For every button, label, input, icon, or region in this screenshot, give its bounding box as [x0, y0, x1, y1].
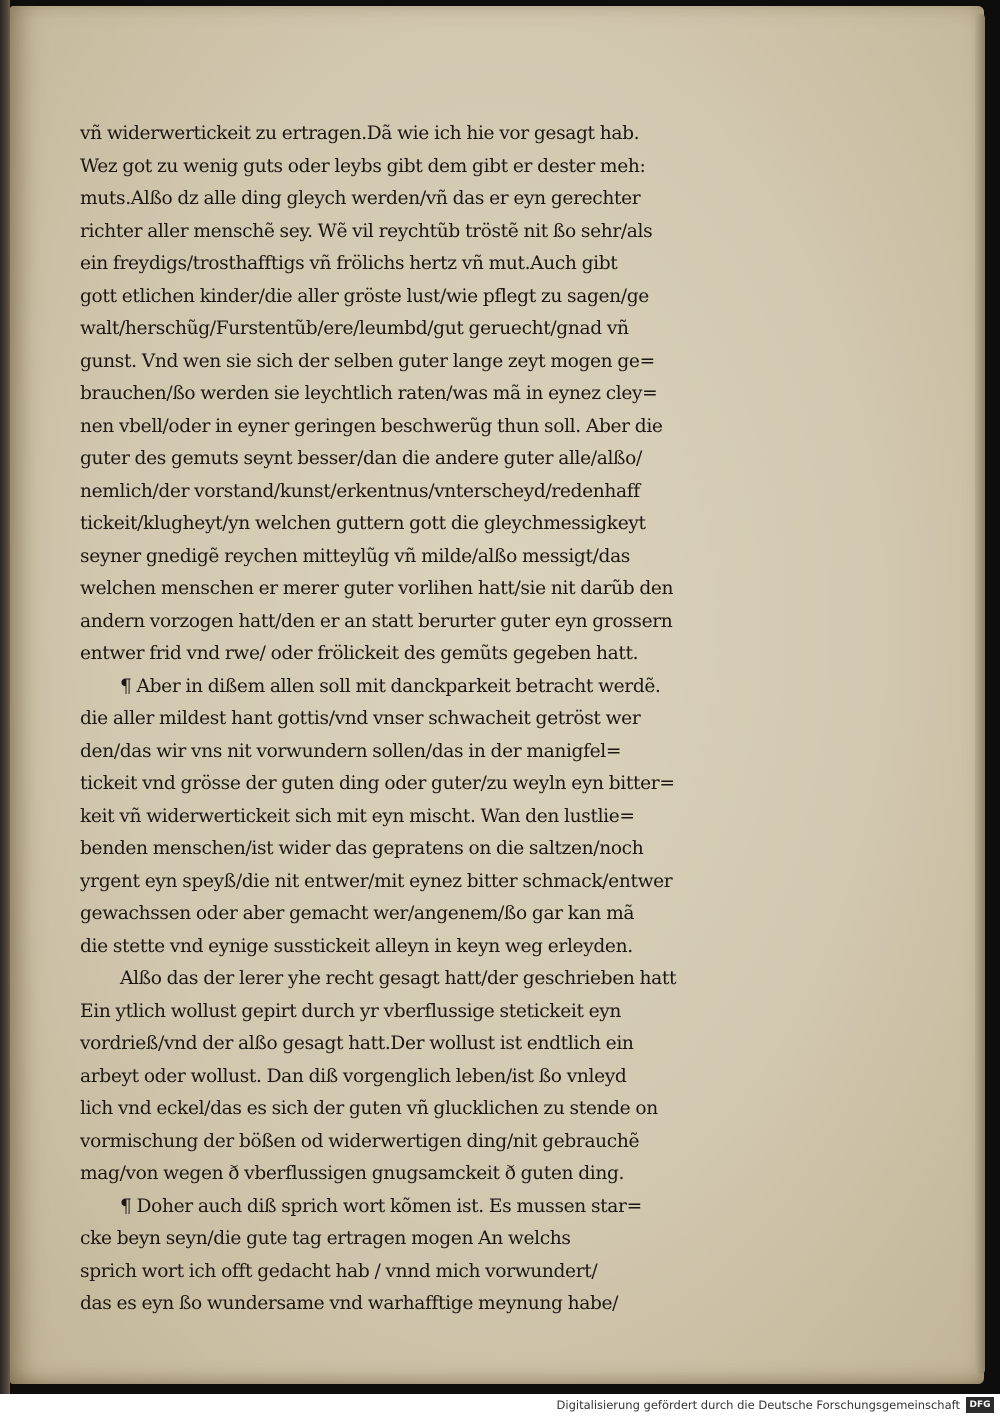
text-line: Wez got zu wenig guts oder leybs gibt dem gibt er dester meh:	[80, 155, 646, 177]
dfg-logo-icon: DFG	[966, 1397, 994, 1413]
text-line: das es eyn ßo wundersame vnd warhafftige meynung habe/	[80, 1293, 619, 1314]
text-line: ein freydigs/trosthafftigs vñ frölichs hertz vñ mut.Auch gibt	[80, 253, 618, 274]
text-line: richter aller menschẽ sey. Wẽ vil reychtũb tröstẽ nit ßo sehr/als	[80, 220, 653, 242]
text-line: arbeyt oder wollust. Dan diß vorgenglich leben/ist ßo vnleyd	[80, 1065, 627, 1087]
dfg-credit-text: Digitalisierung gefördert durch die Deutsche Forschungsgemeinschaft	[556, 1398, 960, 1412]
text-line: die aller mildest hant gottis/vnd vnser schwacheit getröst wer	[80, 708, 641, 729]
text-line: cke beyn seyn/die gute tag ertragen mogen An welchs	[80, 1228, 571, 1249]
text-line: sprich wort ich offt gedacht hab / vnnd mich vorwundert/	[80, 1260, 598, 1282]
text-line: lich vnd eckel/das es sich der guten vñ glucklichen zu stende on	[80, 1098, 658, 1119]
text-block	[80, 118, 745, 1321]
text-line: die stette vnd eynige susstickeit alleyn in keyn weg erleyden.	[80, 935, 633, 957]
page-edge	[975, 14, 985, 1374]
text-line: den/das wir vns nit vorwundern sollen/das in der manigfel=	[80, 740, 622, 762]
text-line: gunst. Vnd wen sie sich der selben guter lange zeyt mogen ge=	[80, 350, 655, 372]
text-line: gewachssen oder aber gemacht wer/angenem/ßo gar kan mã	[80, 903, 635, 924]
text-line: Ein ytlich wollust gepirt durch yr vberflussige stetickeit eyn	[80, 1000, 622, 1022]
text-line: mag/von wegen ð vberflussigen gnugsamckeit ð guten ding.	[80, 1163, 625, 1184]
text-line: nemlich/der vorstand/kunst/erkentnus/vnterscheyd/redenhaff	[80, 480, 640, 502]
paragraph-start-line: Alßo das der lerer yhe recht gesagt hatt/der geschrieben hatt	[120, 968, 677, 989]
text-line: brauchen/ßo werden sie leychtlich raten/was mã in eynez cley=	[80, 383, 658, 404]
text-line: seyner gnedigẽ reychen mitteylũg vñ milde/alßo messigt/das	[80, 545, 630, 567]
paragraph-start-line: ¶ Doher auch diß sprich wort kõmen ist. Es mussen star=	[120, 1195, 642, 1217]
text-line: walt/herschũg/Furstentũb/ere/leumbd/gut geruecht/gnad vñ	[80, 318, 629, 339]
text-line: muts.Alßo dz alle ding gleych werden/vñ das er eyn gerechter	[80, 188, 641, 209]
text-line: yrgent eyn speyß/die nit entwer/mit eynez bitter schmack/entwer	[80, 870, 673, 892]
text-line: keit vñ widerwertickeit sich mit eyn mischt. Wan den lustlie=	[80, 805, 635, 827]
text-line: tickeit/klugheyt/yn welchen guttern gott die gleychmessigkeyt	[80, 513, 646, 534]
text-line: vordrieß/vnd der alßo gesagt hatt.Der wollust ist endtlich ein	[80, 1033, 634, 1054]
binding-strip	[0, 0, 10, 1394]
text-line: nen vbell/oder in eyner geringen beschwerũg thun soll. Aber die	[80, 415, 663, 437]
text-line: gott etlichen kinder/die aller gröste lust/wie pflegt zu sagen/ge	[80, 285, 649, 307]
text-line: vormischung der bößen od widerwertigen ding/nit gebrauchẽ	[80, 1130, 640, 1152]
text-line: guter des gemuts seynt besser/dan die andere guter alle/alßo/	[80, 448, 642, 469]
text-line: entwer frid vnd rwe/ oder frölickeit des gemũts gegeben hatt.	[80, 643, 639, 664]
text-line: tickeit vnd grösse der guten ding oder guter/zu weyln eyn bitter=	[80, 773, 675, 794]
footer-bar	[0, 1394, 1000, 1416]
text-line: benden menschen/ist wider das gepratens on die saltzen/noch	[80, 838, 644, 859]
paragraph-start-line: ¶ Aber in dißem allen soll mit danckparkeit betracht werdẽ.	[120, 675, 661, 697]
text-line: vñ widerwertickeit zu ertragen.Dã wie ich hie vor gesagt hab.	[80, 123, 640, 144]
text-line: welchen menschen er merer guter vorlihen hatt/sie nit darũb den	[80, 578, 674, 599]
text-line: andern vorzogen hatt/den er an statt berurter guter eyn grossern	[80, 610, 673, 632]
